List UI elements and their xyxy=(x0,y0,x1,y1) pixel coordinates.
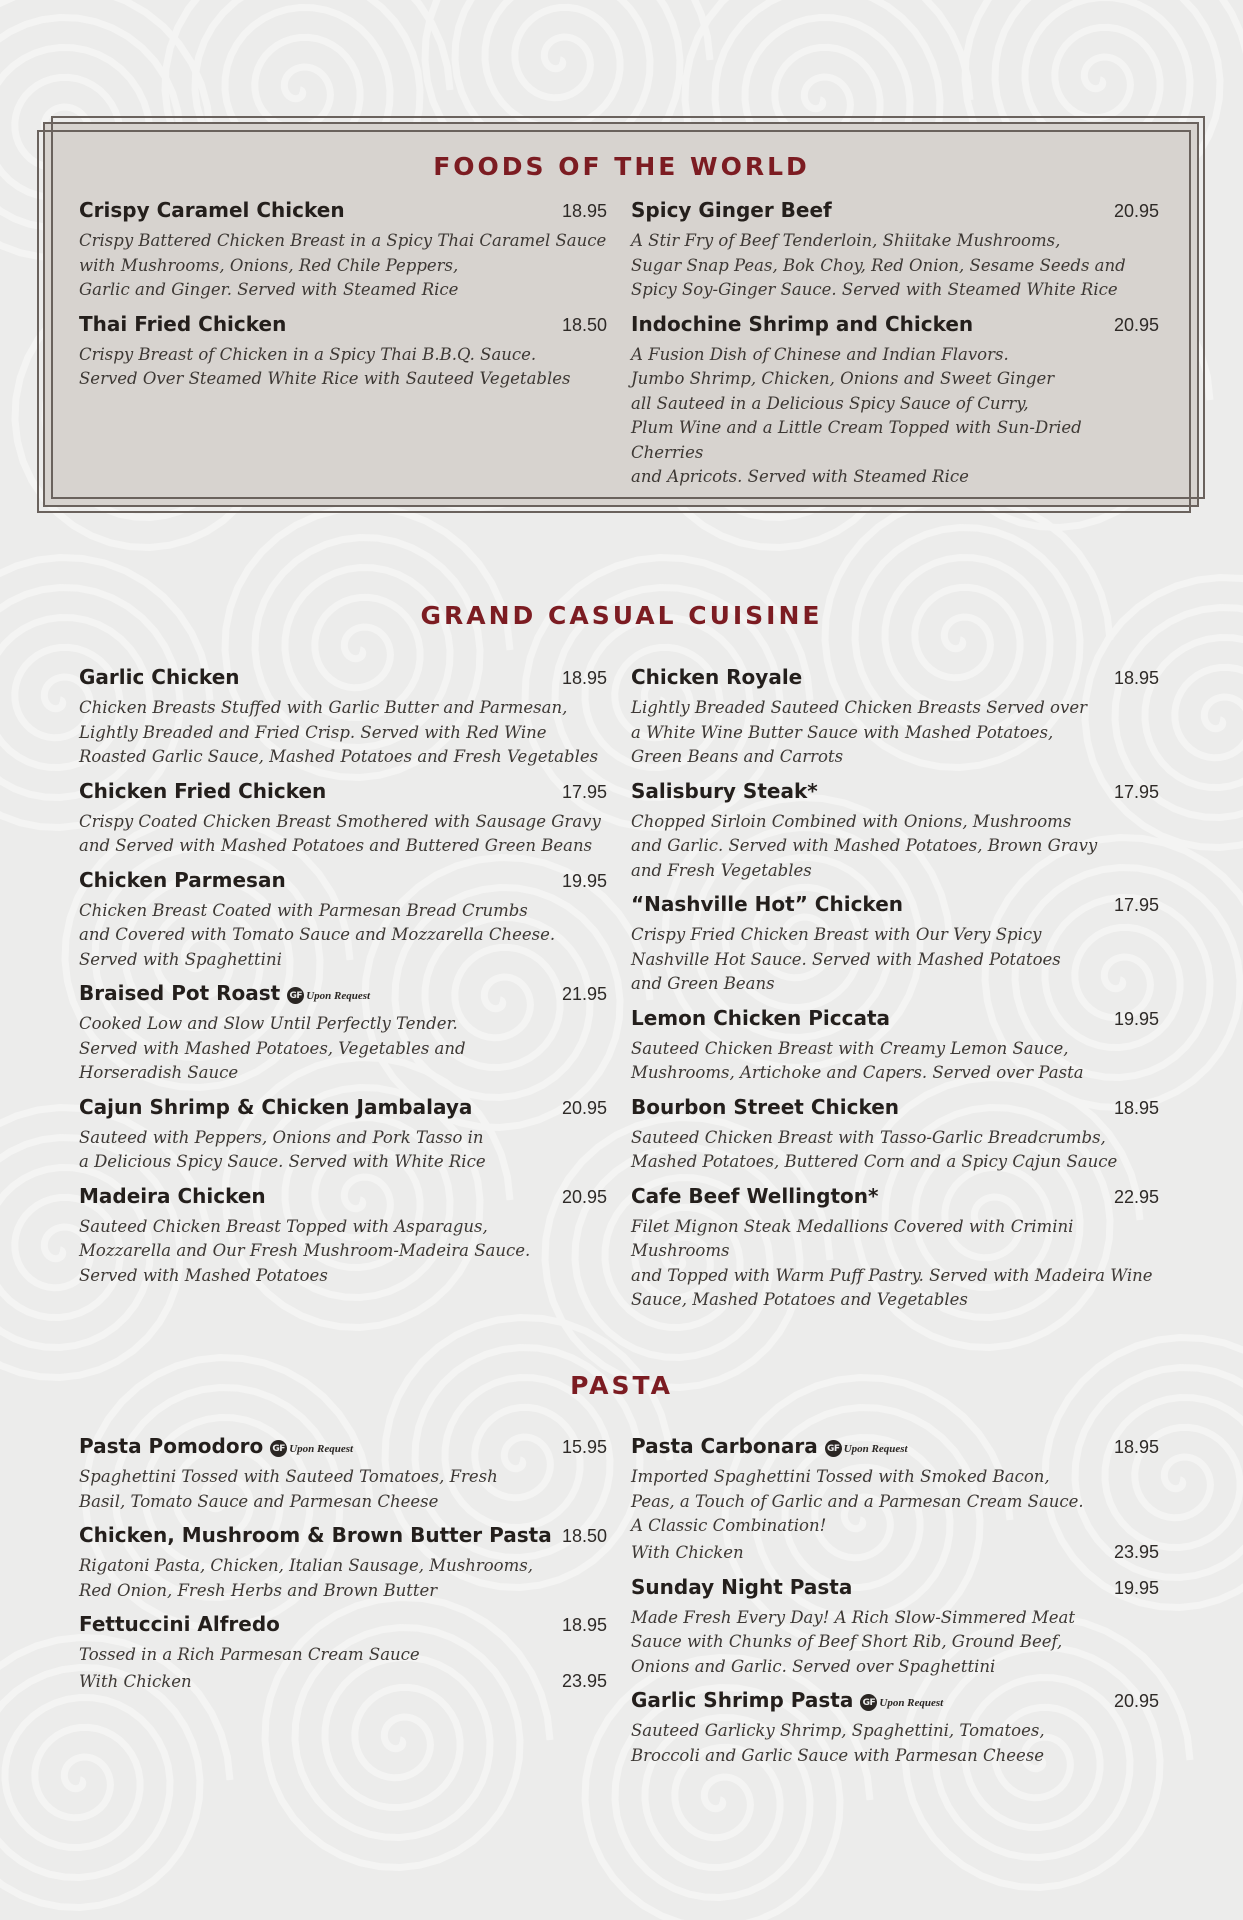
menu-item-title xyxy=(631,1434,908,1458)
menu-item-pasta-carbonara xyxy=(631,1434,1159,1566)
menu-item-bourbon-street-chicken xyxy=(631,1095,1159,1175)
menu-item-description: Chicken Breast Coated with Parmesan Bread Crumbs and Covered with Tomato Sauce and Mozzarella Cheese. Served with Spaghettini xyxy=(79,900,556,969)
menu-item-title xyxy=(79,1523,552,1547)
menu-item-price: 19.95 xyxy=(1113,1577,1159,1598)
menu-item-description: Crispy Fried Chicken Breast with Our Very Spicy Nashville Hot Sauce. Served with Mashed Potatoes and Green Beans xyxy=(631,925,1061,993)
menu-item-name: Pasta Carbonara xyxy=(631,1434,818,1458)
menu-item-name: Sunday Night Pasta xyxy=(631,1574,853,1599)
menu-item-header xyxy=(79,665,607,695)
menu-item-title xyxy=(631,892,903,916)
menu-item-price: 18.95 xyxy=(561,1615,607,1635)
menu-item-title xyxy=(79,1095,472,1119)
menu-item-header xyxy=(79,981,607,1011)
gluten-free-icon: GF xyxy=(270,1440,287,1457)
menu-item-name: Fettuccini Alfredo xyxy=(79,1612,280,1636)
menu-item-price: 19.95 xyxy=(561,870,607,891)
menu-item-option-label: With Chicken xyxy=(631,1542,744,1562)
menu-item-name: Chicken Fried Chicken xyxy=(79,778,327,803)
menu-item-nashville-hot-chicken xyxy=(631,892,1159,997)
gluten-free-text: Upon Request xyxy=(289,1442,354,1455)
menu-item-name: Cafe Beef Wellington* xyxy=(631,1183,879,1208)
menu-item-title xyxy=(631,1095,899,1119)
world-right-column xyxy=(631,198,1159,499)
section-title-foods-of-the-world: FOODS OF THE WORLD xyxy=(433,152,810,181)
menu-item-header xyxy=(79,312,607,342)
menu-item-name: Crispy Caramel Chicken xyxy=(79,198,345,222)
menu-item-title xyxy=(631,1575,852,1599)
menu-item-header xyxy=(631,1095,1159,1125)
menu-item-header xyxy=(631,892,1159,922)
menu-item-crispy-caramel-chicken xyxy=(79,198,607,303)
gluten-free-badge xyxy=(287,987,370,1004)
menu-item-title xyxy=(631,1184,878,1208)
menu-item-title xyxy=(79,665,240,689)
menu-item-header xyxy=(631,312,1159,342)
casual-right-column xyxy=(631,665,1159,1322)
menu-item-salisbury-steak xyxy=(631,779,1159,884)
menu-item-name: Lemon Chicken Piccata xyxy=(631,1005,891,1030)
menu-item-thai-fried-chicken xyxy=(79,312,607,392)
menu-item-name: Chicken Royale xyxy=(631,665,803,689)
menu-item-price: 20.95 xyxy=(561,1186,607,1207)
menu-item-title xyxy=(79,1184,266,1208)
menu-item-title xyxy=(79,1612,280,1636)
menu-item-header xyxy=(79,1095,607,1125)
menu-item-braised-pot-roast xyxy=(79,981,607,1086)
menu-item-price: 21.95 xyxy=(561,984,607,1004)
menu-item-chicken-fried-chicken xyxy=(79,779,607,859)
menu-item-price: 17.95 xyxy=(1113,895,1159,915)
menu-item-name: Bourbon Street Chicken xyxy=(631,1094,900,1119)
menu-item-description: A Fusion Dish of Chinese and Indian Flavors. Jumbo Shrimp, Chicken, Onions and Sweet Ginger all Sauteed in a Delicious Spicy Sauce of Curry, Plum Wine and a Little Cream Topped with Sun-Dried Cherries and Apricots. Served with Steamed Rice xyxy=(631,344,1082,486)
menu-item-option-price: 23.95 xyxy=(1113,1541,1159,1562)
menu-item-price: 19.95 xyxy=(1113,1008,1159,1029)
gluten-free-badge xyxy=(860,1694,943,1711)
menu-item-name: “Nashville Hot” Chicken xyxy=(631,892,903,916)
menu-item-name: Chicken, Mushroom & Brown Butter Pasta xyxy=(79,1523,552,1547)
menu-item-cajun-shrimp-chicken-jambalaya xyxy=(79,1095,607,1175)
menu-item-title xyxy=(79,198,345,222)
gluten-free-icon: GF xyxy=(287,987,304,1004)
menu-item-title xyxy=(631,665,802,689)
menu-item-description: Tossed in a Rich Parmesan Cream Sauce xyxy=(79,1645,420,1664)
menu-item-name: Garlic Chicken xyxy=(79,665,240,689)
menu-item-price: 18.95 xyxy=(1113,668,1159,688)
menu-item-description: Sauteed with Peppers, Onions and Pork Tasso in a Delicious Spicy Sauce. Served with White Rice xyxy=(79,1127,486,1171)
casual-left-column xyxy=(79,665,607,1297)
pasta-left-column xyxy=(79,1434,607,1704)
menu-item-name: Thai Fried Chicken xyxy=(79,311,287,336)
gluten-free-icon: GF xyxy=(860,1694,877,1711)
menu-item-chicken-parmesan xyxy=(79,868,607,973)
menu-item-name: Spicy Ginger Beef xyxy=(631,198,832,222)
menu-item-name: Madeira Chicken xyxy=(79,1183,266,1208)
menu-item-price: 20.95 xyxy=(1113,201,1159,221)
menu-item-option xyxy=(631,1539,1159,1566)
menu-item-price: 22.95 xyxy=(1113,1186,1159,1207)
menu-item-option-label: With Chicken xyxy=(79,1671,192,1691)
menu-item-header xyxy=(631,1434,1159,1464)
menu-item-header xyxy=(79,868,607,898)
menu-item-price: 20.95 xyxy=(1113,1691,1159,1711)
menu-item-title xyxy=(79,868,286,892)
menu-item-price: 18.50 xyxy=(561,314,607,335)
menu-item-garlic-chicken xyxy=(79,665,607,770)
menu-item-spicy-ginger-beef xyxy=(631,198,1159,303)
menu-item-header xyxy=(631,665,1159,695)
world-left-column xyxy=(79,198,607,401)
menu-item-description: Cooked Low and Slow Until Perfectly Tender. Served with Mashed Potatoes, Vegetables and Horseradish Sauce xyxy=(79,1014,466,1082)
menu-item-header xyxy=(79,779,607,809)
menu-item-name: Pasta Pomodoro xyxy=(79,1434,264,1458)
gluten-free-text: Upon Request xyxy=(879,1696,944,1709)
menu-item-description: Sauteed Chicken Breast Topped with Asparagus, Mozzarella and Our Fresh Mushroom-Madeira Sauce. Served with Mashed Potatoes xyxy=(79,1216,531,1285)
menu-item-description: Sauteed Chicken Breast with Tasso-Garlic Breadcrumbs, Mashed Potatoes, Buttered Corn and a Spicy Cajun Sauce xyxy=(631,1127,1118,1171)
menu-item-madeira-chicken xyxy=(79,1184,607,1289)
menu-item-pasta-pomodoro xyxy=(79,1434,607,1514)
menu-item-price: 20.95 xyxy=(1113,314,1159,335)
menu-item-title xyxy=(79,981,370,1005)
menu-item-title xyxy=(631,1006,890,1030)
menu-item-garlic-shrimp-pasta xyxy=(631,1688,1159,1768)
menu-item-title xyxy=(631,198,832,222)
menu-item-description: Filet Mignon Steak Medallions Covered with Crimini Mushrooms and Topped with Warm Puff Pastry. Served with Madeira Wine Sauce, Mashed Potatoes and Vegetables xyxy=(631,1216,1153,1309)
menu-item-description: A Stir Fry of Beef Tenderloin, Shiitake Mushrooms, Sugar Snap Peas, Bok Choy, Red Onion, Sesame Seeds and Spicy Soy-Ginger Sauce. Served with Steamed White Rice xyxy=(631,231,1126,299)
menu-item-option-price: 23.95 xyxy=(561,1670,607,1691)
menu-item-description: Sauteed Garlicky Shrimp, Spaghettini, Tomatoes, Broccoli and Garlic Sauce with Parmesan Cheese xyxy=(631,1721,1045,1765)
menu-item-price: 17.95 xyxy=(1113,781,1159,802)
menu-item-description: Spaghettini Tossed with Sauteed Tomatoes, Fresh Basil, Tomato Sauce and Parmesan Cheese xyxy=(79,1467,498,1511)
menu-item-name: Cajun Shrimp & Chicken Jambalaya xyxy=(79,1094,473,1119)
menu-item-price: 18.95 xyxy=(561,201,607,221)
menu-item-header xyxy=(79,1434,607,1464)
menu-item-lemon-chicken-piccata xyxy=(631,1006,1159,1086)
menu-item-title xyxy=(79,779,326,803)
section-title-grand-casual-cuisine: GRAND CASUAL CUISINE xyxy=(420,601,823,630)
menu-item-description: Imported Spaghettini Tossed with Smoked Bacon, Peas, a Touch of Garlic and a Parmesan Cream Sauce. A Classic Combination! xyxy=(631,1467,1084,1535)
menu-item-title xyxy=(79,1434,353,1458)
menu-item-header xyxy=(79,1523,607,1553)
menu-item-option xyxy=(79,1668,607,1695)
menu-item-header xyxy=(631,1575,1159,1605)
menu-item-cafe-beef-wellington xyxy=(631,1184,1159,1313)
section-title-pasta: PASTA xyxy=(570,1371,673,1400)
menu-item-name: Braised Pot Roast xyxy=(79,981,281,1005)
menu-item-price: 18.50 xyxy=(561,1526,607,1546)
menu-item-header xyxy=(79,1184,607,1214)
gluten-free-badge xyxy=(825,1440,908,1457)
menu-item-name: Garlic Shrimp Pasta xyxy=(631,1688,854,1712)
menu-item-name: Indochine Shrimp and Chicken xyxy=(631,311,974,336)
pasta-right-column xyxy=(631,1434,1159,1777)
menu-item-description: Chopped Sirloin Combined with Onions, Mushrooms and Garlic. Served with Mashed Potatoes, Brown Gravy and Fresh Vegetables xyxy=(631,811,1098,880)
menu-item-description: Crispy Battered Chicken Breast in a Spicy Thai Caramel Sauce with Mushrooms, Onions, Red Chile Peppers, Garlic and Ginger. Served with Steamed Rice xyxy=(79,231,607,299)
menu-item-title xyxy=(631,1688,943,1712)
menu-item-chicken-mushroom-brown-butter-pasta xyxy=(79,1523,607,1603)
menu-item-name: Salisbury Steak* xyxy=(631,778,818,803)
menu-item-header xyxy=(79,1612,607,1642)
menu-item-header xyxy=(79,198,607,228)
gluten-free-text: Upon Request xyxy=(306,989,371,1002)
menu-item-header xyxy=(631,1688,1159,1718)
menu-item-description: Rigatoni Pasta, Chicken, Italian Sausage, Mushrooms, Red Onion, Fresh Herbs and Brown Butter xyxy=(79,1556,533,1600)
menu-item-price: 18.95 xyxy=(1113,1097,1159,1118)
menu-item-price: 18.95 xyxy=(561,668,607,688)
menu-item-description: Made Fresh Every Day! A Rich Slow-Simmered Meat Sauce with Chunks of Beef Short Rib, Ground Beef, Onions and Garlic. Served over Spaghettini xyxy=(631,1607,1076,1676)
menu-item-header xyxy=(631,1184,1159,1214)
gluten-free-text: Upon Request xyxy=(843,1442,908,1455)
menu-item-title xyxy=(631,779,818,803)
menu-item-description: Crispy Breast of Chicken in a Spicy Thai B.B.Q. Sauce. Served Over Steamed White Rice with Sauteed Vegetables xyxy=(79,344,571,388)
menu-item-chicken-royale xyxy=(631,665,1159,770)
menu-item-fettuccini-alfredo xyxy=(79,1612,607,1695)
menu-item-header xyxy=(631,779,1159,809)
menu-item-price: 18.95 xyxy=(1113,1437,1159,1457)
gluten-free-icon: GF xyxy=(825,1440,842,1457)
menu-item-name: Chicken Parmesan xyxy=(79,867,286,892)
menu-item-indochine-shrimp-and-chicken xyxy=(631,312,1159,490)
menu-item-title xyxy=(79,312,286,336)
menu-item-description: Crispy Coated Chicken Breast Smothered with Sausage Gravy and Served with Mashed Potatoes and Buttered Green Beans xyxy=(79,811,601,855)
menu-item-header xyxy=(631,198,1159,228)
menu-item-description: Sauteed Chicken Breast with Creamy Lemon Sauce, Mushrooms, Artichoke and Capers. Served over Pasta xyxy=(631,1038,1084,1082)
menu-item-price: 20.95 xyxy=(561,1097,607,1118)
menu-item-description: Lightly Breaded Sauteed Chicken Breasts Served over a White Wine Butter Sauce with Mashed Potatoes, Green Beans and Carrots xyxy=(631,698,1087,766)
menu-item-sunday-night-pasta xyxy=(631,1575,1159,1680)
gluten-free-badge xyxy=(270,1440,353,1457)
menu-item-price: 17.95 xyxy=(561,781,607,802)
menu-item-header xyxy=(631,1006,1159,1036)
menu-item-price: 15.95 xyxy=(561,1437,607,1457)
menu-item-title xyxy=(631,312,973,336)
menu-item-description: Chicken Breasts Stuffed with Garlic Butter and Parmesan, Lightly Breaded and Fried Crisp. Served with Red Wine Roasted Garlic Sauce, Mashed Potatoes and Fresh Vegetables xyxy=(79,698,599,766)
